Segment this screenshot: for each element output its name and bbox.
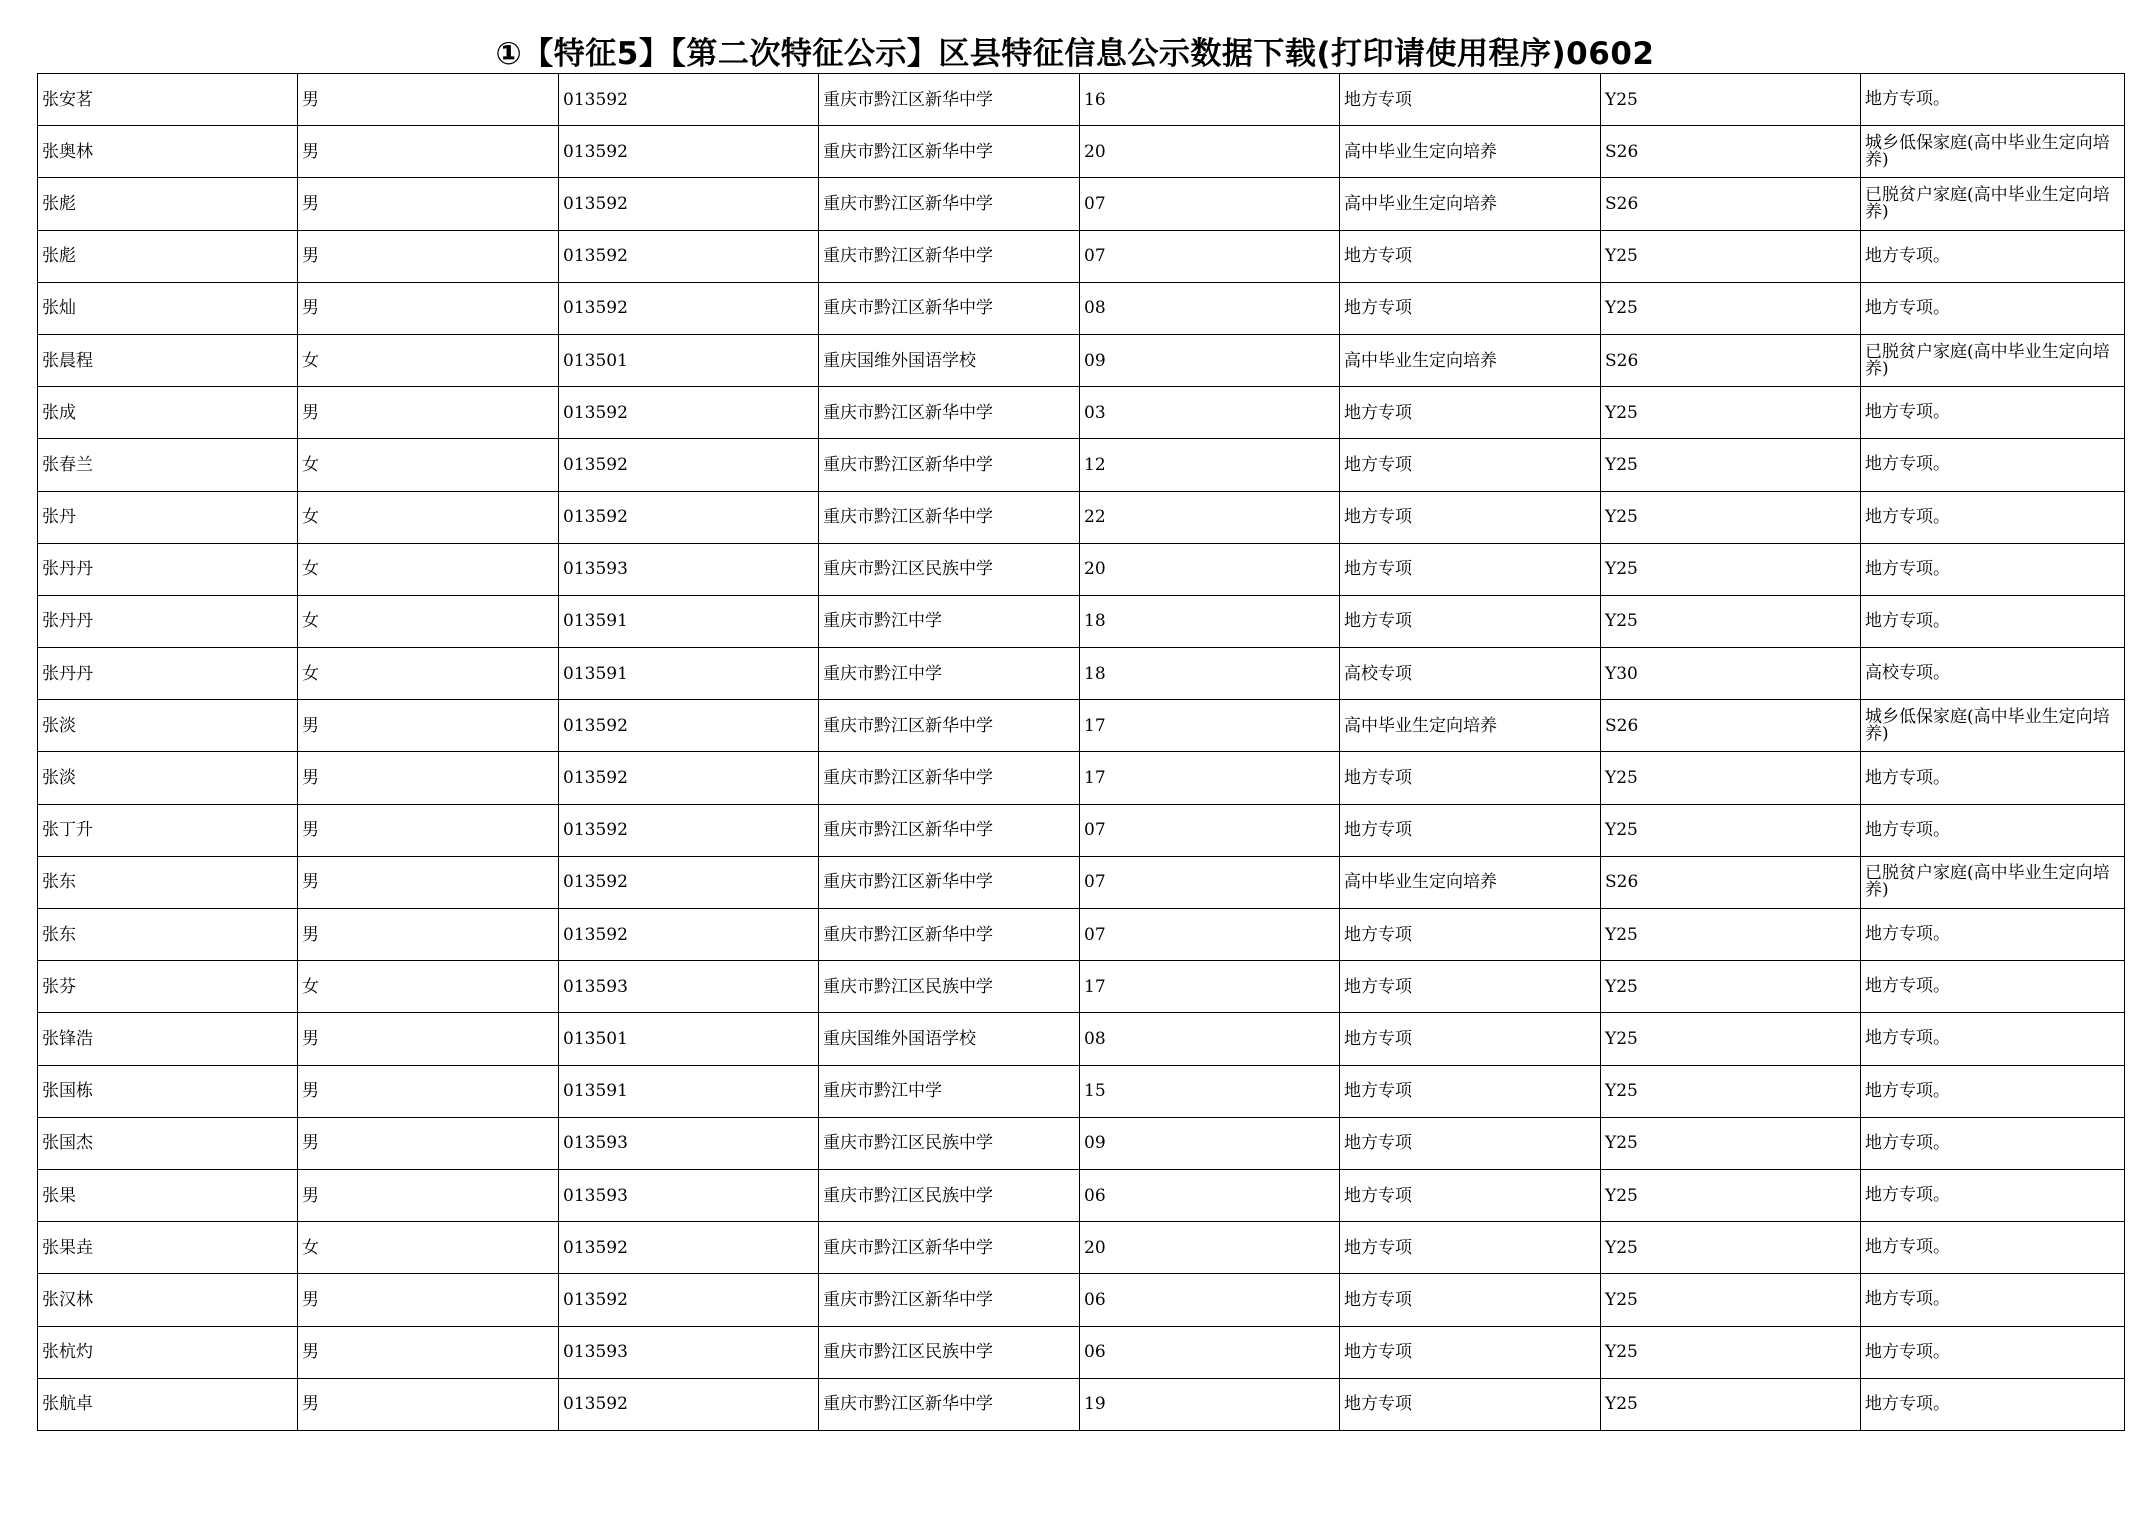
remark-cell: 地方专项。: [1861, 387, 2125, 439]
gender-cell: 男: [298, 804, 559, 856]
name-cell: 张锋浩: [38, 1013, 298, 1065]
category-cell: 地方专项: [1340, 595, 1601, 647]
name-cell: 张成: [38, 387, 298, 439]
category-cell: 地方专项: [1340, 1169, 1601, 1221]
category-cell: 地方专项: [1340, 387, 1601, 439]
class-cell: 06: [1080, 1274, 1340, 1326]
school-name-cell: 重庆市黔江中学: [819, 595, 1080, 647]
school-name-cell: 重庆市黔江区民族中学: [819, 1326, 1080, 1378]
school-code-cell: 013593: [559, 1117, 819, 1169]
school-name-cell: 重庆市黔江区民族中学: [819, 1169, 1080, 1221]
school-code-cell: 013592: [559, 1274, 819, 1326]
class-cell: 07: [1080, 230, 1340, 282]
code-cell: Y25: [1601, 1378, 1861, 1430]
school-code-cell: 013592: [559, 1378, 819, 1430]
code-cell: Y25: [1601, 387, 1861, 439]
name-cell: 张东: [38, 856, 298, 908]
school-code-cell: 013592: [559, 126, 819, 178]
table-row: [38, 700, 2125, 752]
class-cell: 07: [1080, 804, 1340, 856]
name-cell: 张杭灼: [38, 1326, 298, 1378]
remark-cell: 地方专项。: [1861, 752, 2125, 804]
school-name-cell: 重庆市黔江中学: [819, 1065, 1080, 1117]
table-row: [38, 752, 2125, 804]
table-row: [38, 1065, 2125, 1117]
class-cell: 20: [1080, 126, 1340, 178]
school-code-cell: 013592: [559, 439, 819, 491]
code-cell: Y25: [1601, 752, 1861, 804]
name-cell: 张淡: [38, 700, 298, 752]
code-cell: Y25: [1601, 909, 1861, 961]
gender-cell: 男: [298, 1274, 559, 1326]
school-name-cell: 重庆市黔江区新华中学: [819, 1222, 1080, 1274]
table-row: [38, 126, 2125, 178]
category-cell: 地方专项: [1340, 1378, 1601, 1430]
gender-cell: 女: [298, 334, 559, 386]
name-cell: 张春兰: [38, 439, 298, 491]
school-name-cell: 重庆国维外国语学校: [819, 334, 1080, 386]
gender-cell: 男: [298, 700, 559, 752]
school-name-cell: 重庆市黔江区新华中学: [819, 230, 1080, 282]
school-code-cell: 013592: [559, 178, 819, 230]
school-name-cell: 重庆市黔江区新华中学: [819, 387, 1080, 439]
school-name-cell: 重庆市黔江区新华中学: [819, 282, 1080, 334]
category-cell: 地方专项: [1340, 1274, 1601, 1326]
name-cell: 张淡: [38, 752, 298, 804]
name-cell: 张安茗: [38, 74, 298, 126]
category-cell: 地方专项: [1340, 74, 1601, 126]
class-cell: 17: [1080, 752, 1340, 804]
category-cell: 高校专项: [1340, 648, 1601, 700]
category-cell: 地方专项: [1340, 804, 1601, 856]
school-code-cell: 013592: [559, 909, 819, 961]
gender-cell: 女: [298, 648, 559, 700]
class-cell: 16: [1080, 74, 1340, 126]
school-name-cell: 重庆市黔江中学: [819, 648, 1080, 700]
school-name-cell: 重庆市黔江区新华中学: [819, 856, 1080, 908]
school-code-cell: 013592: [559, 282, 819, 334]
class-cell: 19: [1080, 1378, 1340, 1430]
school-code-cell: 013593: [559, 1326, 819, 1378]
name-cell: 张航卓: [38, 1378, 298, 1430]
remark-cell: 地方专项。: [1861, 491, 2125, 543]
gender-cell: 男: [298, 1378, 559, 1430]
code-cell: Y25: [1601, 804, 1861, 856]
table-row: [38, 1169, 2125, 1221]
name-cell: 张汉林: [38, 1274, 298, 1326]
remark-cell: 地方专项。: [1861, 543, 2125, 595]
table-row: [38, 1274, 2125, 1326]
school-name-cell: 重庆市黔江区新华中学: [819, 439, 1080, 491]
gender-cell: 女: [298, 439, 559, 491]
gender-cell: 男: [298, 1326, 559, 1378]
data-table: [37, 73, 2125, 1431]
school-code-cell: 013592: [559, 387, 819, 439]
name-cell: 张芬: [38, 961, 298, 1013]
remark-cell: 地方专项。: [1861, 1222, 2125, 1274]
school-name-cell: 重庆市黔江区新华中学: [819, 909, 1080, 961]
remark-cell: 地方专项。: [1861, 74, 2125, 126]
category-cell: 地方专项: [1340, 1117, 1601, 1169]
class-cell: 18: [1080, 648, 1340, 700]
class-cell: 20: [1080, 1222, 1340, 1274]
school-name-cell: 重庆市黔江区民族中学: [819, 543, 1080, 595]
code-cell: Y25: [1601, 961, 1861, 1013]
table-row: [38, 439, 2125, 491]
school-name-cell: 重庆市黔江区新华中学: [819, 700, 1080, 752]
gender-cell: 男: [298, 1169, 559, 1221]
remark-cell: 地方专项。: [1861, 909, 2125, 961]
class-cell: 06: [1080, 1169, 1340, 1221]
remark-cell: 地方专项。: [1861, 595, 2125, 647]
school-name-cell: 重庆市黔江区新华中学: [819, 178, 1080, 230]
school-name-cell: 重庆市黔江区民族中学: [819, 961, 1080, 1013]
remark-cell: 地方专项。: [1861, 282, 2125, 334]
code-cell: Y25: [1601, 1326, 1861, 1378]
school-name-cell: 重庆市黔江区新华中学: [819, 1274, 1080, 1326]
table-row: [38, 1378, 2125, 1430]
code-cell: Y25: [1601, 1013, 1861, 1065]
table-row: [38, 334, 2125, 386]
code-cell: S26: [1601, 126, 1861, 178]
table-row: [38, 961, 2125, 1013]
remark-cell: 城乡低保家庭(高中毕业生定向培养): [1861, 700, 2125, 752]
code-cell: Y25: [1601, 1274, 1861, 1326]
code-cell: Y25: [1601, 1065, 1861, 1117]
name-cell: 张果: [38, 1169, 298, 1221]
gender-cell: 男: [298, 282, 559, 334]
table-row: [38, 804, 2125, 856]
name-cell: 张奥林: [38, 126, 298, 178]
remark-cell: 高校专项。: [1861, 648, 2125, 700]
school-code-cell: 013592: [559, 700, 819, 752]
code-cell: Y25: [1601, 543, 1861, 595]
remark-cell: 已脱贫户家庭(高中毕业生定向培养): [1861, 334, 2125, 386]
category-cell: 地方专项: [1340, 1326, 1601, 1378]
gender-cell: 男: [298, 178, 559, 230]
table-row: [38, 1222, 2125, 1274]
category-cell: 地方专项: [1340, 1222, 1601, 1274]
class-cell: 08: [1080, 282, 1340, 334]
remark-cell: 地方专项。: [1861, 804, 2125, 856]
code-cell: S26: [1601, 700, 1861, 752]
class-cell: 06: [1080, 1326, 1340, 1378]
school-code-cell: 013592: [559, 74, 819, 126]
name-cell: 张丹丹: [38, 543, 298, 595]
remark-cell: 地方专项。: [1861, 1169, 2125, 1221]
code-cell: Y25: [1601, 1169, 1861, 1221]
name-cell: 张彪: [38, 178, 298, 230]
name-cell: 张国栋: [38, 1065, 298, 1117]
gender-cell: 女: [298, 961, 559, 1013]
gender-cell: 男: [298, 1117, 559, 1169]
name-cell: 张丹丹: [38, 595, 298, 647]
code-cell: S26: [1601, 178, 1861, 230]
code-cell: Y25: [1601, 230, 1861, 282]
class-cell: 15: [1080, 1065, 1340, 1117]
class-cell: 18: [1080, 595, 1340, 647]
category-cell: 高中毕业生定向培养: [1340, 126, 1601, 178]
remark-cell: 地方专项。: [1861, 1117, 2125, 1169]
remark-cell: 地方专项。: [1861, 1326, 2125, 1378]
category-cell: 高中毕业生定向培养: [1340, 700, 1601, 752]
remark-cell: 城乡低保家庭(高中毕业生定向培养): [1861, 126, 2125, 178]
gender-cell: 女: [298, 1222, 559, 1274]
gender-cell: 男: [298, 1065, 559, 1117]
category-cell: 地方专项: [1340, 1065, 1601, 1117]
class-cell: 07: [1080, 178, 1340, 230]
remark-cell: 已脱贫户家庭(高中毕业生定向培养): [1861, 178, 2125, 230]
category-cell: 地方专项: [1340, 1013, 1601, 1065]
code-cell: Y25: [1601, 282, 1861, 334]
remark-cell: 地方专项。: [1861, 1013, 2125, 1065]
class-cell: 07: [1080, 909, 1340, 961]
school-code-cell: 013592: [559, 491, 819, 543]
name-cell: 张丁升: [38, 804, 298, 856]
school-code-cell: 013592: [559, 856, 819, 908]
class-cell: 12: [1080, 439, 1340, 491]
class-cell: 08: [1080, 1013, 1340, 1065]
gender-cell: 男: [298, 909, 559, 961]
gender-cell: 男: [298, 126, 559, 178]
table-row: [38, 74, 2125, 126]
class-cell: 03: [1080, 387, 1340, 439]
name-cell: 张丹: [38, 491, 298, 543]
code-cell: Y25: [1601, 595, 1861, 647]
remark-cell: 地方专项。: [1861, 1274, 2125, 1326]
name-cell: 张国杰: [38, 1117, 298, 1169]
table-row: [38, 1326, 2125, 1378]
category-cell: 地方专项: [1340, 909, 1601, 961]
school-name-cell: 重庆市黔江区民族中学: [819, 1117, 1080, 1169]
class-cell: 17: [1080, 961, 1340, 1013]
category-cell: 高中毕业生定向培养: [1340, 334, 1601, 386]
school-name-cell: 重庆市黔江区新华中学: [819, 74, 1080, 126]
school-code-cell: 013591: [559, 595, 819, 647]
school-code-cell: 013593: [559, 543, 819, 595]
name-cell: 张果垚: [38, 1222, 298, 1274]
category-cell: 高中毕业生定向培养: [1340, 856, 1601, 908]
category-cell: 地方专项: [1340, 543, 1601, 595]
category-cell: 地方专项: [1340, 752, 1601, 804]
school-name-cell: 重庆市黔江区新华中学: [819, 491, 1080, 543]
name-cell: 张丹丹: [38, 648, 298, 700]
category-cell: 高中毕业生定向培养: [1340, 178, 1601, 230]
class-cell: 20: [1080, 543, 1340, 595]
code-cell: S26: [1601, 334, 1861, 386]
table-row: [38, 543, 2125, 595]
school-code-cell: 013501: [559, 334, 819, 386]
category-cell: 地方专项: [1340, 491, 1601, 543]
code-cell: Y25: [1601, 1117, 1861, 1169]
class-cell: 17: [1080, 700, 1340, 752]
code-cell: Y25: [1601, 491, 1861, 543]
code-cell: Y25: [1601, 439, 1861, 491]
name-cell: 张晨程: [38, 334, 298, 386]
table-row: [38, 595, 2125, 647]
gender-cell: 男: [298, 752, 559, 804]
table-row: [38, 178, 2125, 230]
table-row: [38, 1117, 2125, 1169]
class-cell: 07: [1080, 856, 1340, 908]
name-cell: 张灿: [38, 282, 298, 334]
gender-cell: 女: [298, 491, 559, 543]
remark-cell: 地方专项。: [1861, 1378, 2125, 1430]
school-name-cell: 重庆市黔江区新华中学: [819, 804, 1080, 856]
category-cell: 地方专项: [1340, 961, 1601, 1013]
table-row: [38, 1013, 2125, 1065]
table-row: [38, 909, 2125, 961]
table-row: [38, 282, 2125, 334]
table-row: [38, 230, 2125, 282]
school-code-cell: 013592: [559, 1222, 819, 1274]
school-code-cell: 013591: [559, 648, 819, 700]
remark-cell: 地方专项。: [1861, 961, 2125, 1013]
remark-cell: 地方专项。: [1861, 1065, 2125, 1117]
gender-cell: 女: [298, 543, 559, 595]
class-cell: 09: [1080, 334, 1340, 386]
name-cell: 张彪: [38, 230, 298, 282]
code-cell: Y25: [1601, 1222, 1861, 1274]
category-cell: 地方专项: [1340, 230, 1601, 282]
school-code-cell: 013592: [559, 230, 819, 282]
school-name-cell: 重庆国维外国语学校: [819, 1013, 1080, 1065]
gender-cell: 男: [298, 856, 559, 908]
school-code-cell: 013593: [559, 1169, 819, 1221]
gender-cell: 男: [298, 230, 559, 282]
school-code-cell: 013592: [559, 804, 819, 856]
class-cell: 22: [1080, 491, 1340, 543]
gender-cell: 女: [298, 595, 559, 647]
school-name-cell: 重庆市黔江区新华中学: [819, 752, 1080, 804]
table-row: [38, 387, 2125, 439]
remark-cell: 地方专项。: [1861, 230, 2125, 282]
gender-cell: 男: [298, 74, 559, 126]
class-cell: 09: [1080, 1117, 1340, 1169]
table-row: [38, 648, 2125, 700]
gender-cell: 男: [298, 387, 559, 439]
code-cell: Y30: [1601, 648, 1861, 700]
remark-cell: 已脱贫户家庭(高中毕业生定向培养): [1861, 856, 2125, 908]
school-code-cell: 013591: [559, 1065, 819, 1117]
table-row: [38, 491, 2125, 543]
table-row: [38, 856, 2125, 908]
category-cell: 地方专项: [1340, 439, 1601, 491]
category-cell: 地方专项: [1340, 282, 1601, 334]
school-code-cell: 013592: [559, 752, 819, 804]
school-name-cell: 重庆市黔江区新华中学: [819, 1378, 1080, 1430]
remark-cell: 地方专项。: [1861, 439, 2125, 491]
name-cell: 张东: [38, 909, 298, 961]
gender-cell: 男: [298, 1013, 559, 1065]
school-code-cell: 013501: [559, 1013, 819, 1065]
code-cell: Y25: [1601, 74, 1861, 126]
school-code-cell: 013593: [559, 961, 819, 1013]
code-cell: S26: [1601, 856, 1861, 908]
school-name-cell: 重庆市黔江区新华中学: [819, 126, 1080, 178]
page-title: ①【特征5】【第二次特征公示】区县特征信息公示数据下载(打印请使用程序)0602: [495, 36, 1655, 72]
